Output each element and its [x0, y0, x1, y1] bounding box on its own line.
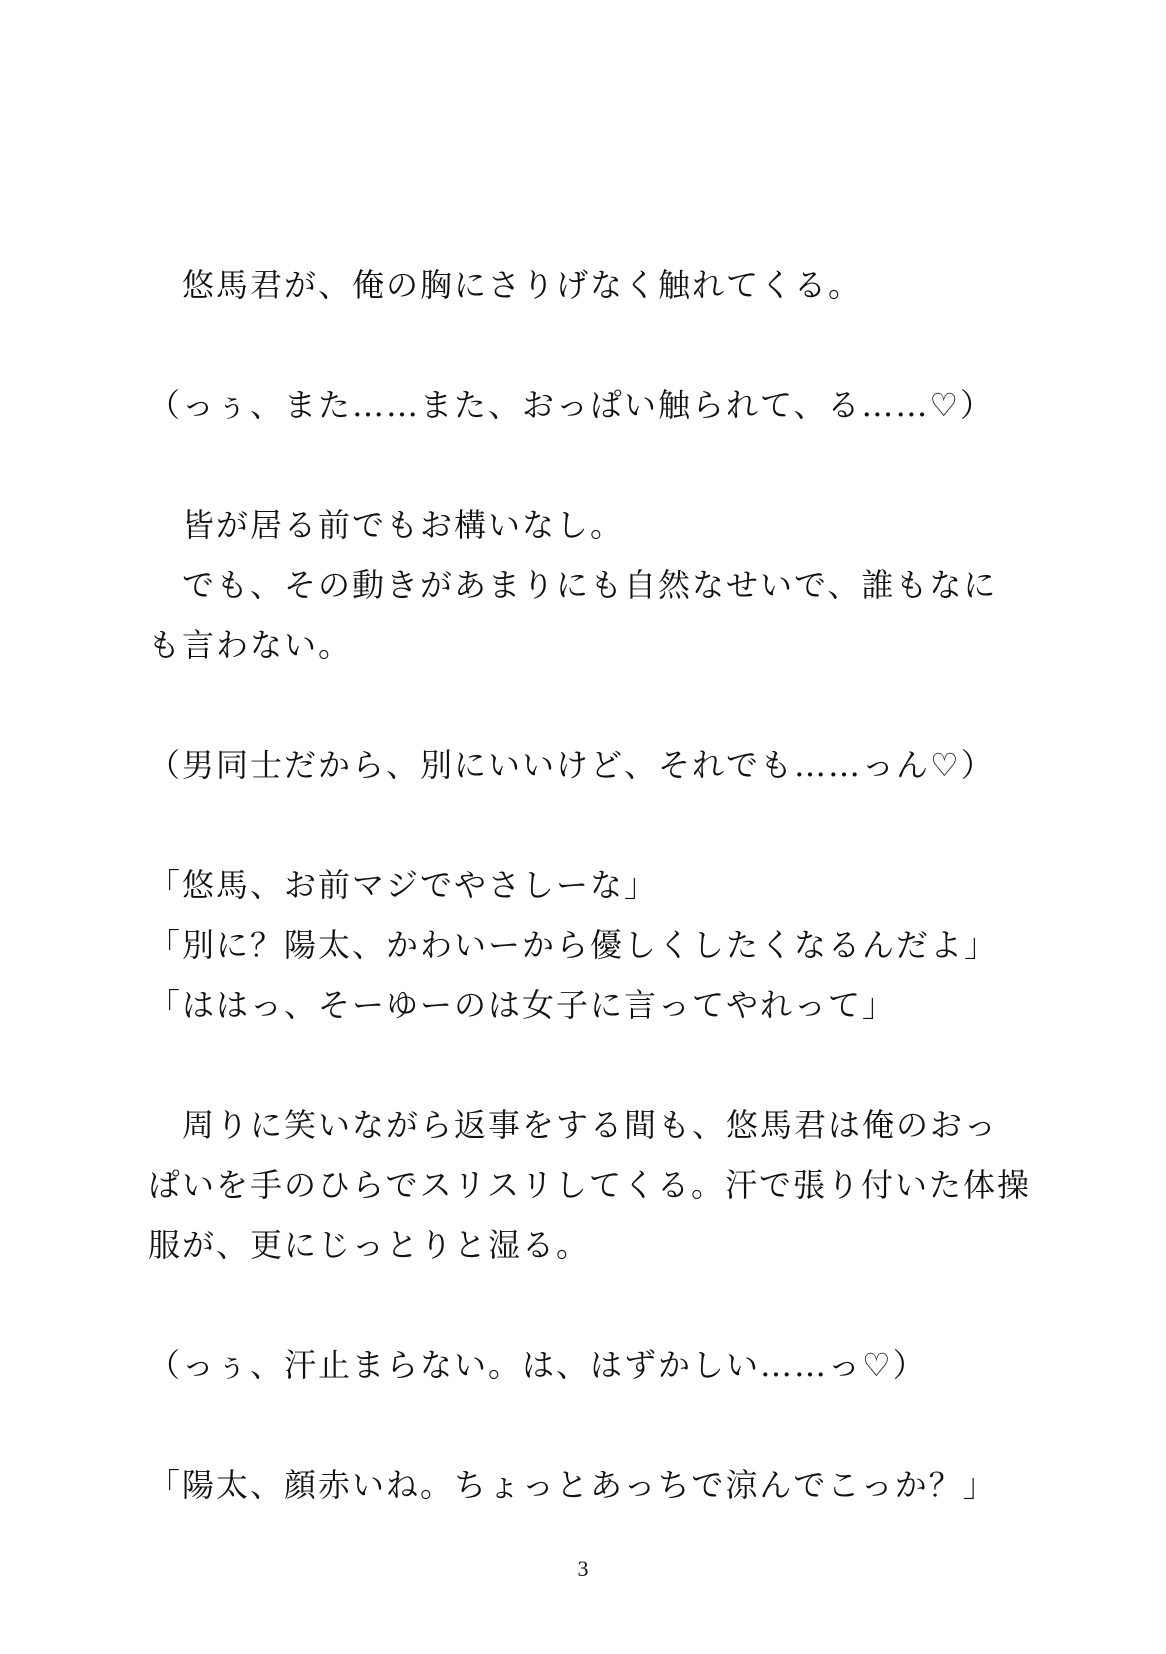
- blank-line: [148, 1395, 1018, 1455]
- blank-line: [148, 1275, 1018, 1335]
- blank-line: [148, 675, 1018, 735]
- text-line: ぱいを手のひらでスリスリしてくる。汗で張り付いた体操: [148, 1166, 1032, 1204]
- body-text: [148, 255, 1032, 1515]
- text-line: も言わない。: [148, 626, 353, 664]
- blank-line: [148, 435, 1018, 495]
- text-line: 悠馬君が、俺の胸にさりげなく触れてくる。: [148, 266, 863, 304]
- blank-line: [148, 315, 1018, 375]
- text-line: 「陽太、顔赤いね。ちょっとあっちで涼んでこっか？」: [148, 1466, 997, 1504]
- text-line: 「別に？陽太、かわいーから優しくしたくなるんだよ」: [148, 926, 999, 964]
- blank-line: [148, 1035, 1018, 1095]
- text-line: （男同士だから、別にいいけど、それでも……っん♡）: [148, 746, 995, 784]
- blank-line: [148, 795, 1018, 855]
- text-line: 服が、更にじっとりと湿る。: [148, 1226, 591, 1264]
- text-line: 「ははっ、そーゆーのは女子に言ってやれって」: [148, 986, 897, 1024]
- text-line: 皆が居る前でもお構いなし。: [148, 506, 625, 544]
- text-line: 周りに笑いながら返事をする間も、悠馬君は俺のおっ: [148, 1106, 999, 1144]
- text-line: （っぅ、汗止まらない。は、はずかしい……っ♡）: [148, 1346, 927, 1384]
- text-line: でも、その動きがあまりにも自然なせいで、誰もなに: [148, 566, 998, 604]
- text-line: （っぅ、また……また、おっぱい触られて、る……♡）: [148, 386, 995, 424]
- page-number: 3: [577, 1556, 589, 1581]
- text-line: 「悠馬、お前マジでやさしーな」: [148, 866, 659, 904]
